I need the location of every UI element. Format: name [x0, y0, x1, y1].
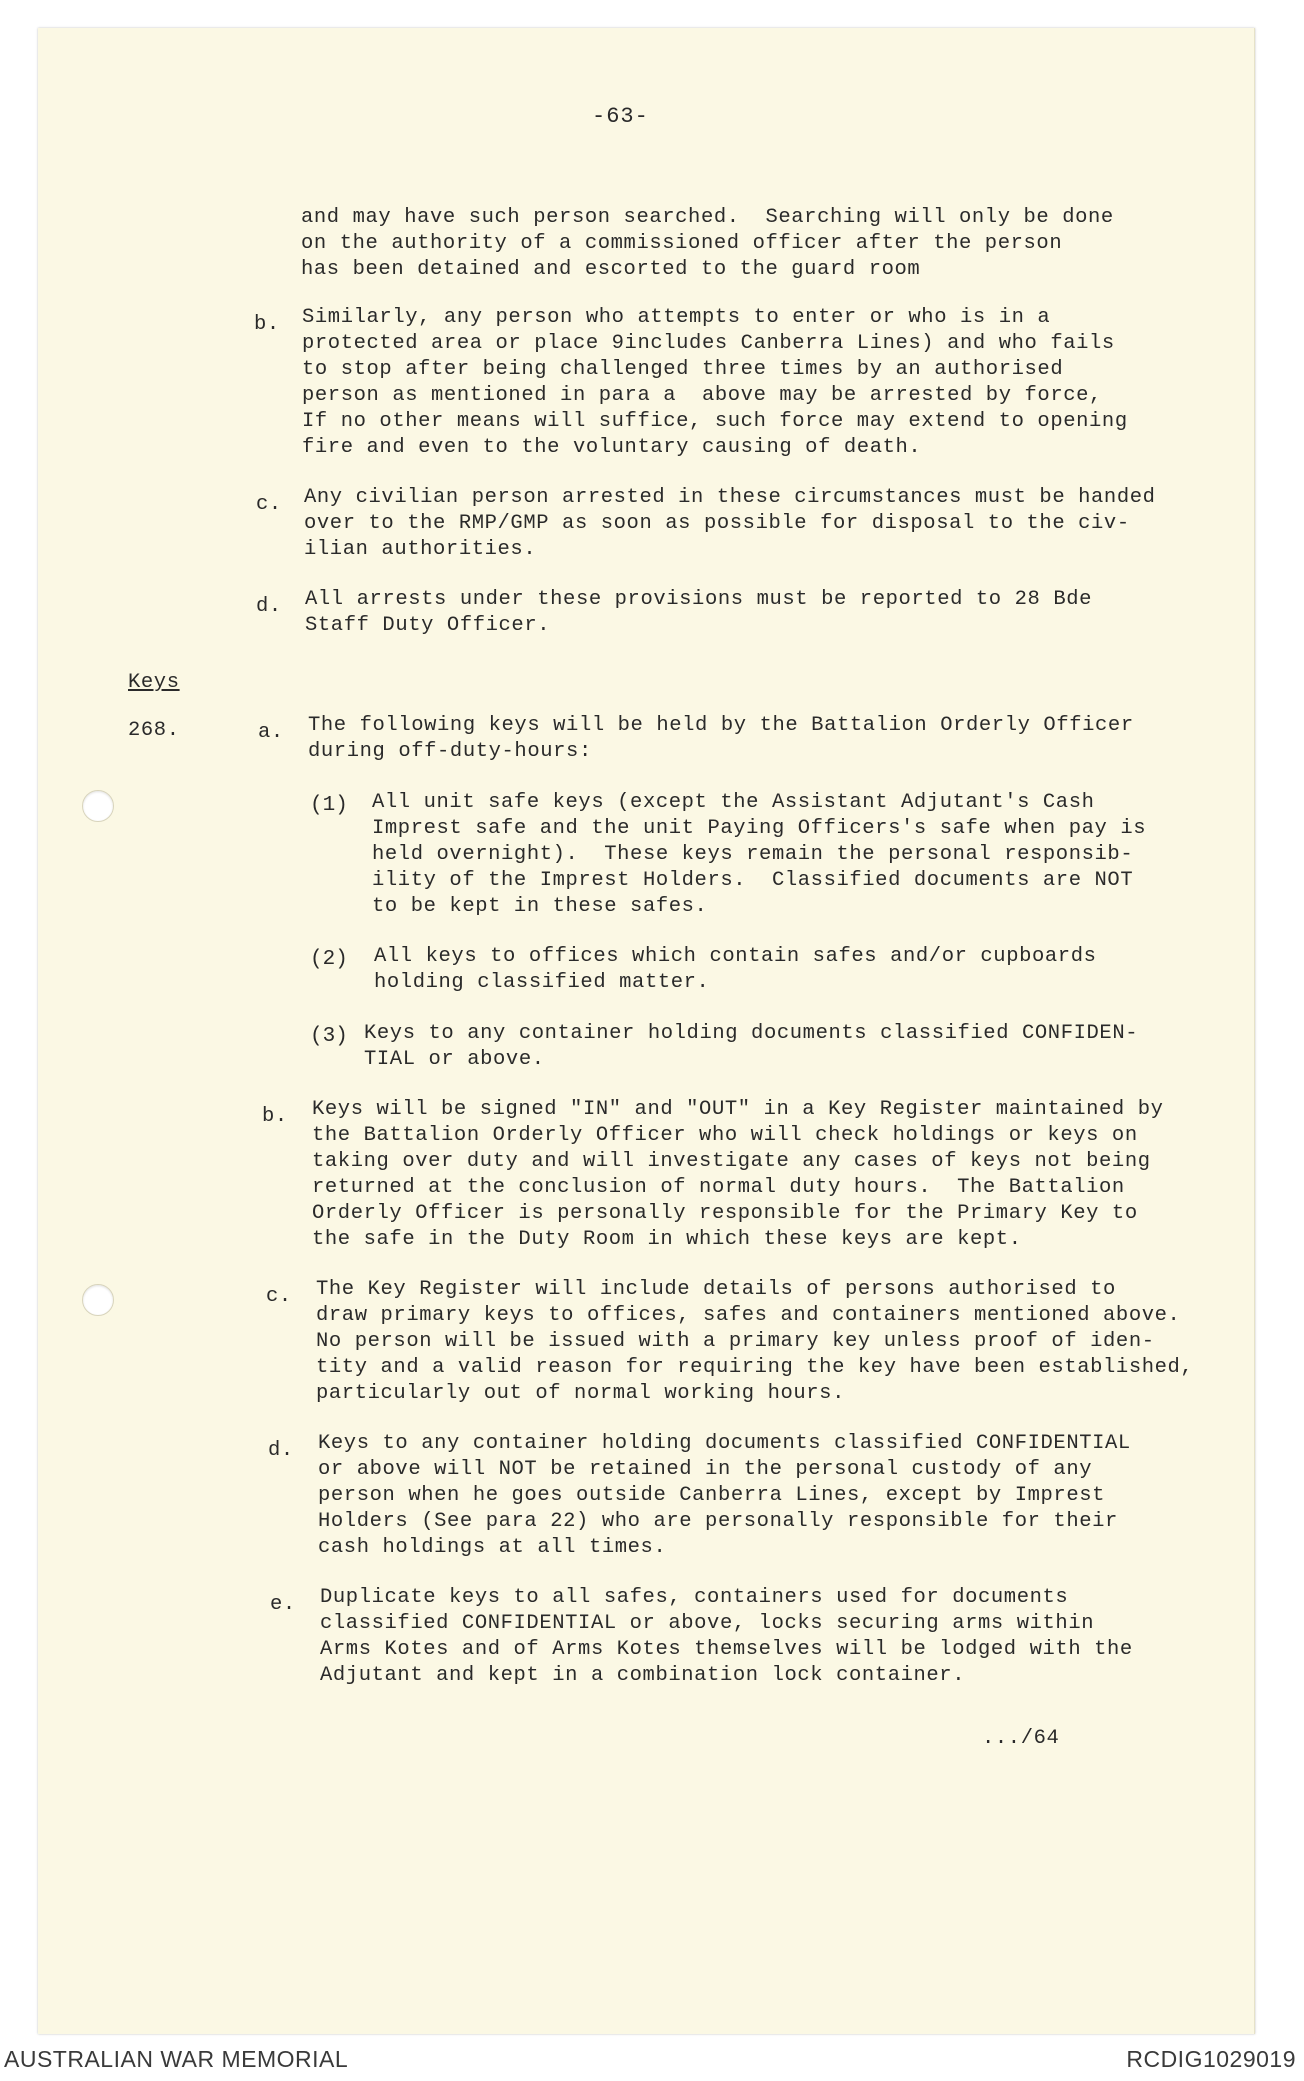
- sub-item-number: (3): [310, 1025, 348, 1048]
- paragraph-a-keys-held: The following keys will be held by the Battalion Orderly Officer during off-duty-hours:: [308, 714, 1134, 763]
- sub-item-2-office-keys: All keys to offices which contain safes and/or cupboards holding classified matter.: [374, 945, 1097, 994]
- section-heading-keys: Keys: [128, 671, 180, 694]
- paragraph-d-custody: Keys to any container holding documents classified CONFIDENTIAL or above will NOT be retained in the personal custody of any person when he goes outside Canberra Lines, except by Imprest Holders (See para 22) who are personally responsible for their cash holdings at all times.: [318, 1432, 1131, 1559]
- paragraph-c-register-details: The Key Register will include details of persons authorised to draw primary keys to offices, safes and containers mentioned above. No person will be issued with a primary key unless proof of iden- tity and a valid reason for requiring the key have been established, particularly out of normal working hours.: [316, 1278, 1194, 1405]
- paragraph-b-key-register: Keys will be signed "IN" and "OUT" in a Key Register maintained by the Battalion Orderly Officer who will check holdings or keys on taking over duty and will investigate any cases of keys not being returned at the conclusion of normal duty hours. The Battalion Orderly Officer is personally responsible for the Primary Key to the safe in the Duty Room in which these keys are kept.: [312, 1098, 1164, 1251]
- footer-record-id: RCDIG1029019: [1126, 2046, 1296, 2072]
- punch-hole: [82, 790, 114, 822]
- item-label: a.: [258, 721, 284, 744]
- item-label: d.: [256, 595, 282, 618]
- item-label: c.: [256, 493, 282, 516]
- footer-institution: AUSTRALIAN WAR MEMORIAL: [4, 2046, 349, 2072]
- item-label: b.: [262, 1105, 288, 1128]
- sub-item-1-safe-keys: All unit safe keys (except the Assistant Adjutant's Cash Imprest safe and the unit Paying Officers's safe when pay is held overnight). These keys remain the personal responsib- ility of the Imprest Holders. Classified documents are NOT to be kept in these safes.: [372, 791, 1147, 918]
- sub-item-3-container-keys: Keys to any container holding documents classified CONFIDEN- TIAL or above.: [364, 1022, 1139, 1071]
- continuation-paragraph: and may have such person searched. Searching will only be done on the authority of a commissioned officer after the person has been detained and escorted to the guard room: [301, 206, 1114, 281]
- next-page-reference: .../64: [982, 1727, 1060, 1750]
- item-label: d.: [268, 1439, 294, 1462]
- page-number: -63-: [592, 104, 649, 129]
- paragraph-b-arrest: Similarly, any person who attempts to enter or who is in a protected area or place 9includes Canberra Lines) and who fails to stop after being challenged three times by an authorised person as mentioned in para a above may be arrested by force, If no other means will suffice, such force may extend to opening fire and even to the voluntary causing of death.: [302, 306, 1128, 459]
- sub-item-number: (1): [310, 794, 348, 817]
- section-number: 268.: [128, 719, 180, 742]
- paragraph-d-reporting: All arrests under these provisions must be reported to 28 Bde Staff Duty Officer.: [305, 588, 1093, 637]
- punch-hole: [82, 1284, 114, 1316]
- paragraph-e-duplicate-keys: Duplicate keys to all safes, containers used for documents classified CONFIDENTIAL or above, locks securing arms within Arms Kotes and of Arms Kotes themselves will be lodged with the Adjutant and kept in a combination lock container.: [320, 1586, 1133, 1687]
- item-label: b.: [254, 313, 280, 336]
- sub-item-number: (2): [310, 948, 348, 971]
- item-label: e.: [270, 1593, 296, 1616]
- item-label: c.: [266, 1285, 292, 1308]
- paragraph-c-civilian: Any civilian person arrested in these circumstances must be handed over to the RMP/GMP as soon as possible for disposal to the civ- ilian authorities.: [304, 486, 1156, 561]
